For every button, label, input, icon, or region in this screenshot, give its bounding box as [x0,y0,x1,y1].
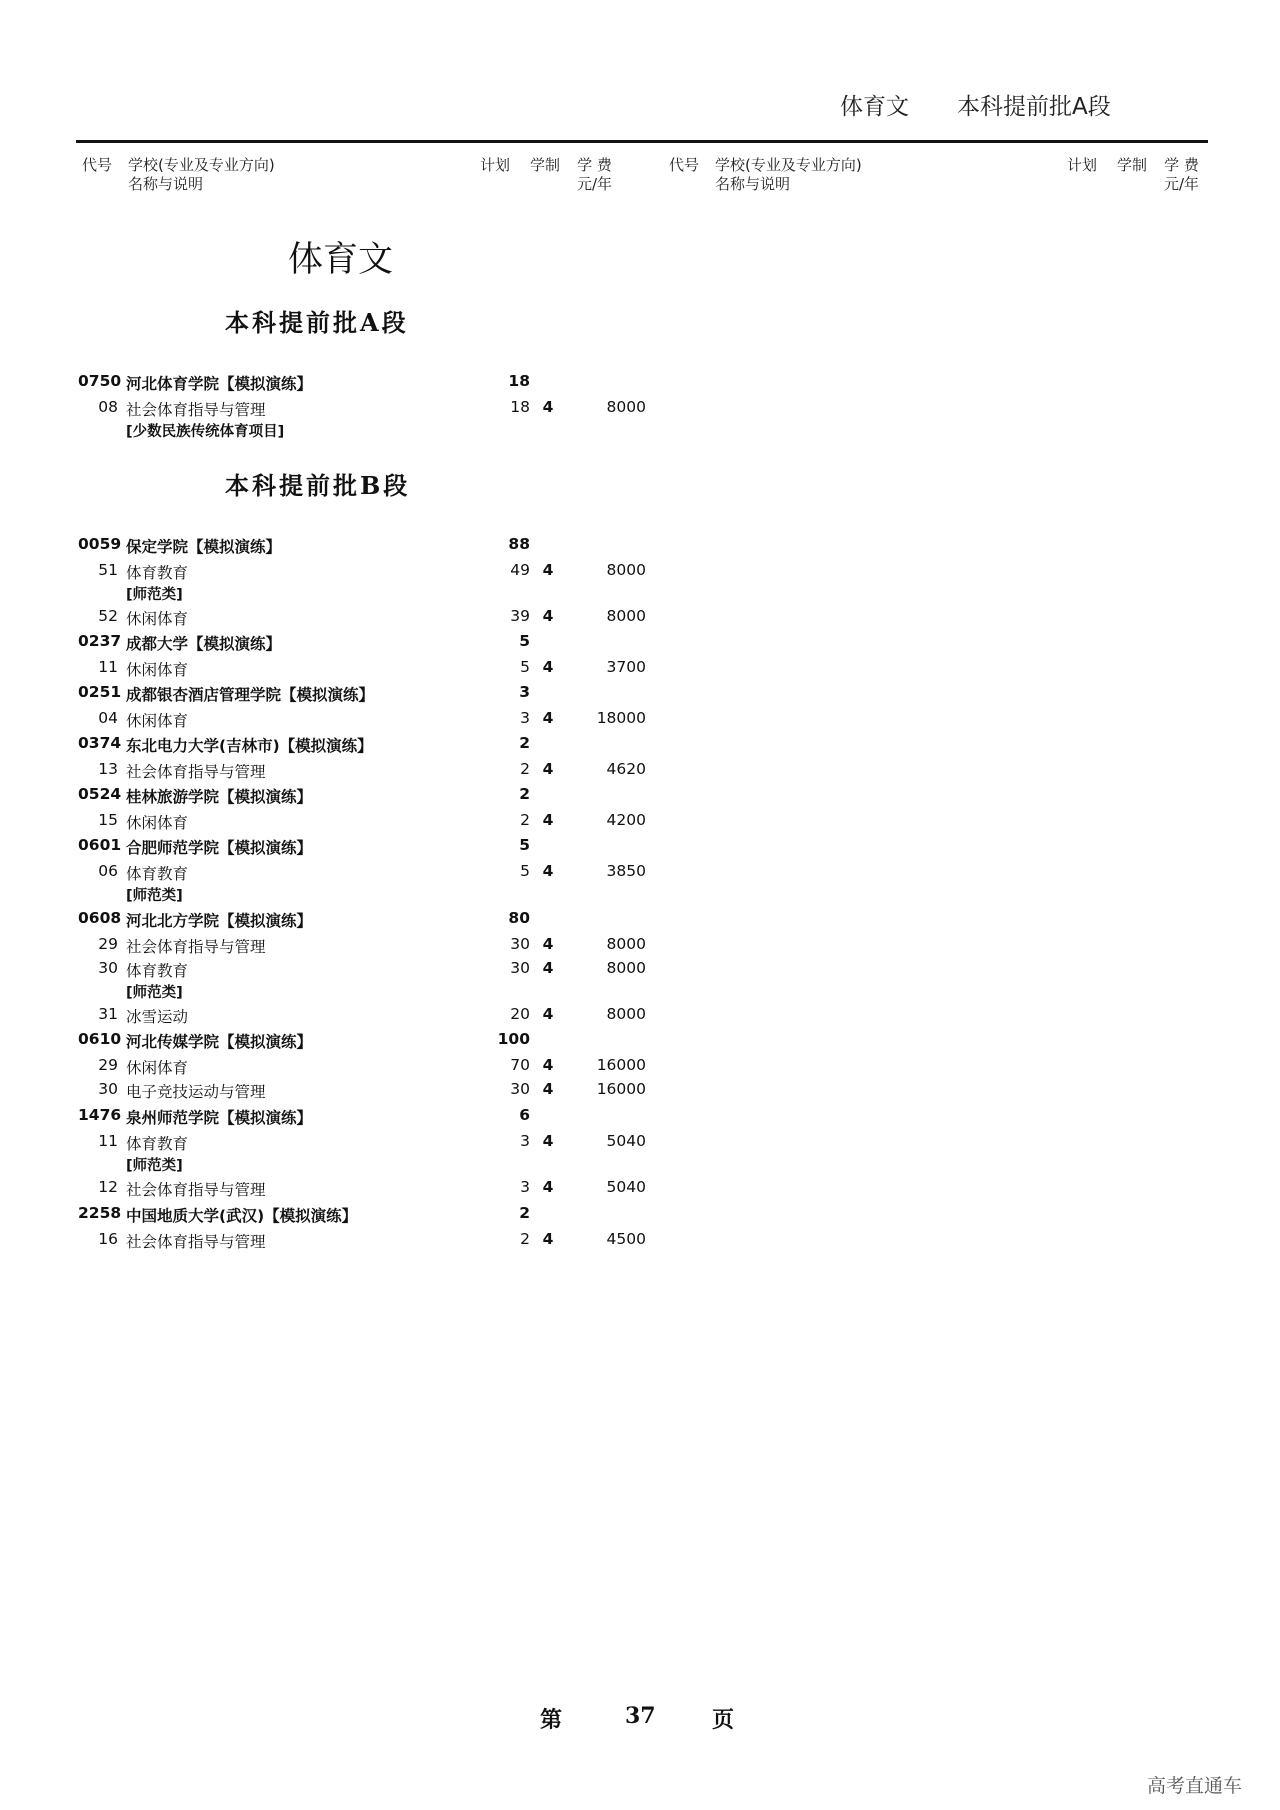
page-prefix: 第 [540,1707,563,1733]
row-name: 休闲体育 [126,814,189,832]
row-name: [师范类] [126,587,183,603]
row-plan: 39 [510,607,530,625]
col-plan-label: 计划 [480,156,511,174]
row-years: 4 [542,959,554,977]
major-row [76,935,646,957]
col-fee-label: 学 费 元/年 [1164,156,1200,193]
row-name: [少数民族传统体育项目] [126,424,285,440]
row-code: 0251 [78,683,122,701]
major-row [76,1132,646,1154]
row-plan: 80 [508,909,530,927]
col-code-label: 代号 [669,156,700,174]
row-name: 冰雪运动 [126,1008,189,1026]
row-plan: 2 [520,811,530,829]
major-row [76,1005,646,1027]
school-row [76,683,636,705]
col-fee-label: 学 费 元/年 [577,156,613,193]
row-plan: 18 [510,398,530,416]
row-plan: 3 [520,709,530,727]
row-name: 休闲体育 [126,1059,189,1077]
row-code: 0610 [78,1030,122,1048]
row-plan: 100 [497,1030,530,1048]
row-years: 4 [542,811,554,829]
running-header [840,88,1111,121]
row-code: 11 [98,1132,118,1150]
row-years: 4 [542,1230,554,1248]
row-name: 东北电力大学(吉林市)【模拟演练】 [126,737,373,755]
school-row [76,535,636,557]
major-row [76,1178,646,1200]
row-code: 0059 [78,535,122,553]
row-fee: 4500 [606,1230,646,1248]
major-row [76,709,646,731]
row-plan: 5 [520,862,530,880]
row-name: 社会体育指导与管理 [126,763,266,781]
row-plan: 3 [520,1132,530,1150]
row-name: 泉州师范学院【模拟演练】 [126,1109,313,1127]
school-row [76,785,636,807]
row-fee: 5040 [606,1132,646,1150]
row-years: 4 [542,1080,554,1098]
row-plan: 88 [508,535,530,553]
row-name: 休闲体育 [126,712,189,730]
row-code: 15 [98,811,118,829]
row-code: 1476 [78,1106,122,1124]
row-name: 合肥师范学院【模拟演练】 [126,839,313,857]
row-name: 体育教育 [126,1135,189,1153]
row-fee: 3850 [606,862,646,880]
row-plan: 2 [519,1204,530,1222]
row-name: 休闲体育 [126,661,189,679]
major-row [76,862,646,884]
row-name: 社会体育指导与管理 [126,1181,266,1199]
row-code: 11 [98,658,118,676]
row-fee: 4620 [606,760,646,778]
row-plan: 5 [519,632,530,650]
row-fee: 8000 [606,935,646,953]
row-name: 成都大学【模拟演练】 [126,635,282,653]
note-row [76,583,636,605]
col-name-label: 学校(专业及专业方向) 名称与说明 [715,156,862,193]
row-years: 4 [542,561,554,579]
row-code: 13 [98,760,118,778]
row-code: 29 [98,935,118,953]
major-row [76,811,646,833]
row-years: 4 [542,1056,554,1074]
row-code: 08 [98,398,118,416]
row-fee: 16000 [596,1056,646,1074]
school-row [76,836,636,858]
row-plan: 2 [520,760,530,778]
school-row [76,909,636,931]
major-row [76,658,646,680]
row-plan: 30 [510,935,530,953]
row-code: 51 [98,561,118,579]
note-row [76,884,636,906]
major-row [76,1056,646,1078]
major-row [76,760,646,782]
row-fee: 16000 [596,1080,646,1098]
school-row [76,1106,636,1128]
row-code: 2258 [78,1204,122,1222]
row-fee: 4200 [606,811,646,829]
row-name: 河北传媒学院【模拟演练】 [126,1033,313,1051]
row-fee: 8000 [606,1005,646,1023]
row-code: 0524 [78,785,122,803]
row-name: 休闲体育 [126,610,189,628]
school-row [76,372,636,394]
row-years: 4 [542,1178,554,1196]
row-code: 0237 [78,632,122,650]
row-name: 社会体育指导与管理 [126,938,266,956]
row-plan: 2 [520,1230,530,1248]
row-code: 12 [98,1178,118,1196]
row-name: 河北体育学院【模拟演练】 [126,375,313,393]
row-plan: 20 [510,1005,530,1023]
header-rule [76,140,1208,143]
watermark: 高考直通车 [1147,1775,1243,1797]
school-row [76,632,636,654]
row-years: 4 [542,1005,554,1023]
row-name: 电子竞技运动与管理 [126,1083,266,1101]
major-row [76,398,646,420]
row-code: 0608 [78,909,122,927]
row-fee: 8000 [606,959,646,977]
row-code: 0601 [78,836,122,854]
row-years: 4 [542,935,554,953]
row-code: 0750 [78,372,122,390]
row-name: [师范类] [126,985,183,1001]
row-name: 体育教育 [126,962,189,980]
row-code: 30 [98,959,118,977]
row-years: 4 [542,398,554,416]
row-code: 31 [98,1005,118,1023]
column-header-right [669,156,1229,196]
school-row [76,734,636,756]
section-title-a: 本科提前批A段 [225,308,409,337]
row-code: 04 [98,709,118,727]
row-code: 06 [98,862,118,880]
row-years: 4 [542,862,554,880]
row-code: 52 [98,607,118,625]
row-plan: 2 [519,734,530,752]
main-title: 体育文 [288,240,394,280]
school-row [76,1204,636,1226]
row-plan: 2 [519,785,530,803]
page-number: 37 [625,1703,656,1729]
col-plan-label: 计划 [1067,156,1098,174]
row-years: 4 [542,709,554,727]
running-header-batch: 本科提前批A段 [957,94,1111,120]
major-row [76,1230,646,1252]
col-years-label: 学制 [530,156,561,174]
row-name: 河北北方学院【模拟演练】 [126,912,313,930]
row-plan: 70 [510,1056,530,1074]
page-suffix: 页 [712,1707,735,1733]
row-plan: 30 [510,959,530,977]
major-row [76,1080,646,1102]
row-name: [师范类] [126,888,183,904]
row-name: 中国地质大学(武汉)【模拟演练】 [126,1207,358,1225]
note-row [76,1154,636,1176]
col-name-label: 学校(专业及专业方向) 名称与说明 [128,156,275,193]
row-fee: 8000 [606,398,646,416]
row-plan: 18 [508,372,530,390]
row-years: 4 [542,607,554,625]
note-row [76,981,636,1003]
section-title-b: 本科提前批B段 [225,471,411,500]
row-name: 保定学院【模拟演练】 [126,538,282,556]
row-fee: 8000 [606,561,646,579]
row-code: 16 [98,1230,118,1248]
major-row [76,607,646,629]
row-plan: 3 [520,1178,530,1196]
row-plan: 5 [519,836,530,854]
col-code-label: 代号 [82,156,113,174]
column-header-left [82,156,642,196]
row-plan: 49 [510,561,530,579]
row-code: 30 [98,1080,118,1098]
row-name: 体育教育 [126,564,189,582]
row-code: 29 [98,1056,118,1074]
row-years: 4 [542,1132,554,1150]
row-name: 体育教育 [126,865,189,883]
row-name: 桂林旅游学院【模拟演练】 [126,788,313,806]
row-plan: 30 [510,1080,530,1098]
row-name: 成都银杏酒店管理学院【模拟演练】 [126,686,375,704]
row-fee: 8000 [606,607,646,625]
row-fee: 18000 [596,709,646,727]
row-plan: 5 [520,658,530,676]
row-name: [师范类] [126,1158,183,1174]
school-row [76,1030,636,1052]
major-row [76,959,646,981]
row-code: 0374 [78,734,122,752]
row-fee: 5040 [606,1178,646,1196]
row-name: 社会体育指导与管理 [126,1233,266,1251]
major-row [76,561,646,583]
row-years: 4 [542,760,554,778]
row-plan: 6 [519,1106,530,1124]
row-name: 社会体育指导与管理 [126,401,266,419]
col-years-label: 学制 [1117,156,1148,174]
running-header-category: 体育文 [840,94,909,120]
row-years: 4 [542,658,554,676]
row-fee: 3700 [606,658,646,676]
note-row [76,420,636,442]
row-plan: 3 [519,683,530,701]
